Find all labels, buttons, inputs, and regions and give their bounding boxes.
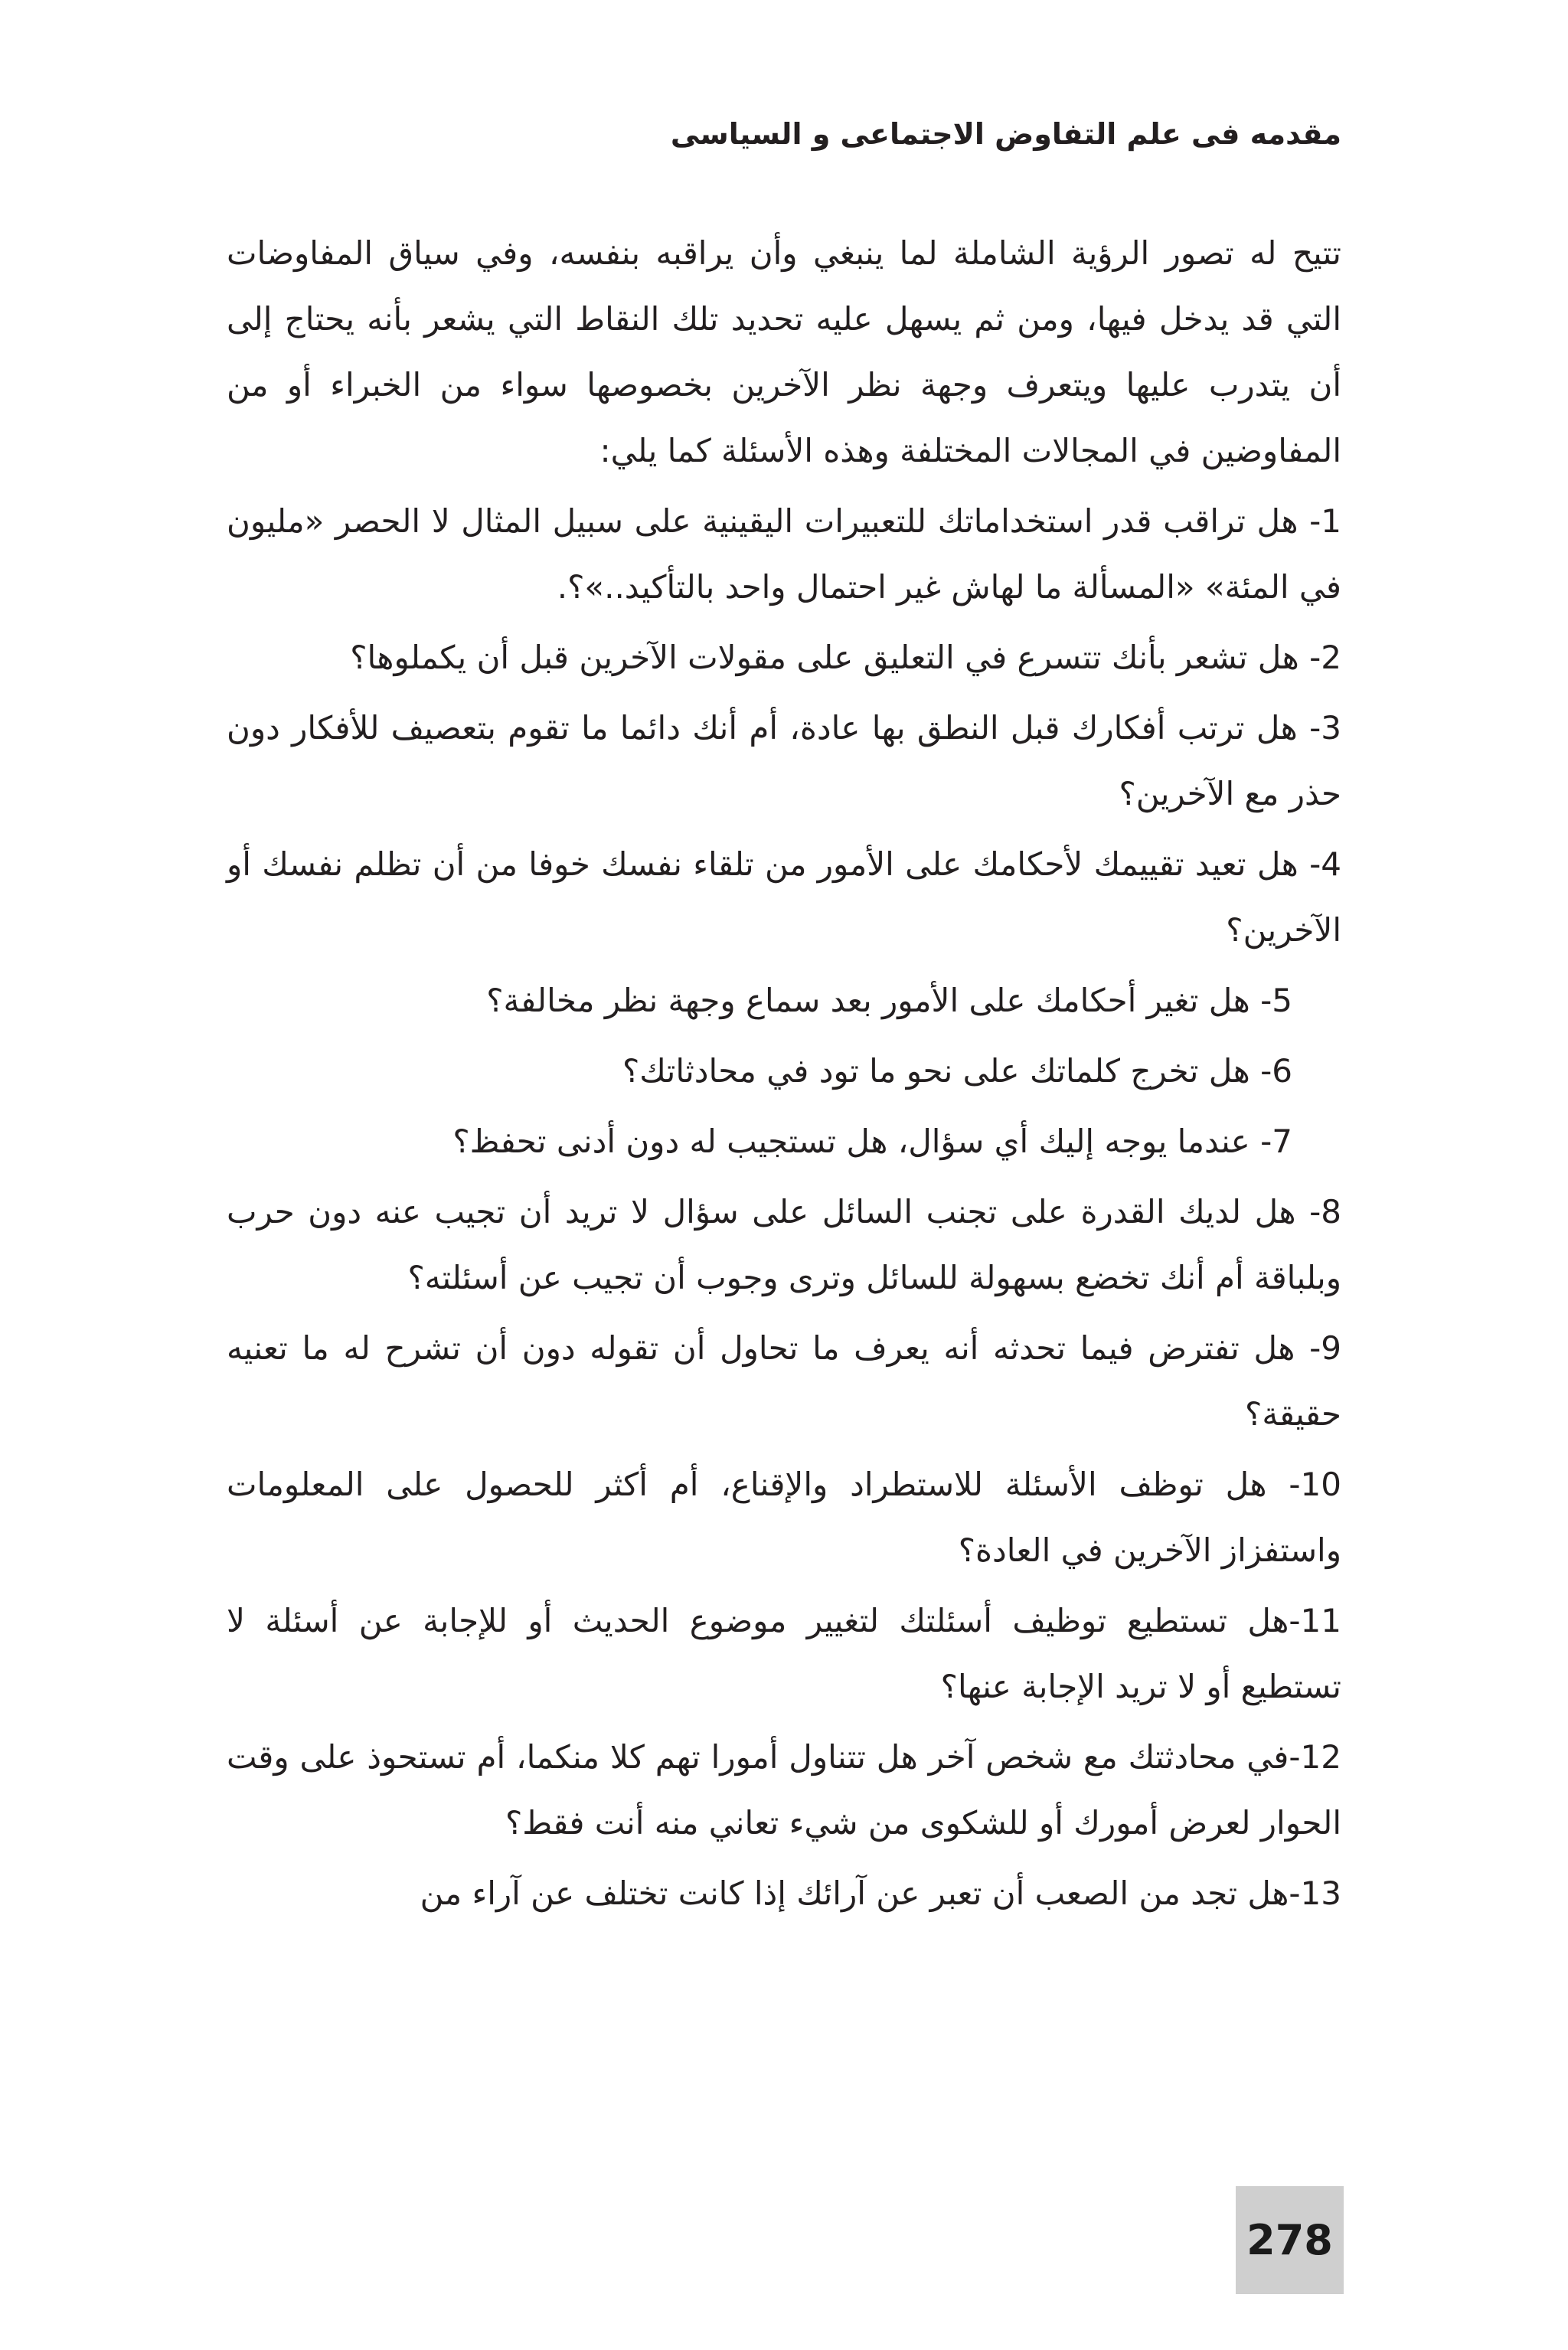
- page-number-box: [1236, 2186, 1344, 2294]
- question-12: 12-في محادثتك مع شخص آخر هل تتناول أمورا تهم كلا منكما، أم تستحوذ على وقت الحوار لعرض أمورك أو للشكوى من شيء تعاني منه أنت فقط؟: [227, 1738, 1341, 1842]
- question-11: 11-هل تستطيع توظيف أسئلتك لتغيير موضوع الحديث أو للإجابة عن أسئلة لا تستطيع أو لا تريد الإجابة عنها؟: [227, 1602, 1341, 1705]
- question-10: 10- هل توظف الأسئلة للاستطراد والإقناع، أم أكثر للحصول على المعلومات واستفزاز الآخرين في العادة؟: [227, 1466, 1341, 1569]
- question-7: 7- عندما يوجه إليك أي سؤال، هل تستجيب له دون أدنى تحفظ؟: [452, 1123, 1292, 1160]
- running-header: مقدمه فى علم التفاوض الاجتماعى و السياسى: [670, 117, 1341, 151]
- question-8: 8- هل لديك القدرة على تجنب السائل على سؤال لا تريد أن تجيب عنه دون حرب وبلباقة أم أنك تخضع بسهولة للسائل وترى وجوب أن تجيب عن أسئلته؟: [227, 1193, 1341, 1296]
- question-13: 13-هل تجد من الصعب أن تعبر عن آرائك إذا كانت تختلف عن آراء من: [420, 1874, 1341, 1912]
- intro-paragraph: تتيح له تصور الرؤية الشاملة لما ينبغي وأن يراقبه بنفسه، وفي سياق المفاوضات التي قد يدخل فيها، ومن ثم يسهل عليه تحديد تلك النقاط التي يشعر بأنه يحتاج إلى أن يتدرب عليها ويتعرف وجهة نظر الآخرين بخصوصها سواء من الخبراء أو من المفاوضين في المجالات المختلفة وهذه الأسئلة كما يلي:: [227, 234, 1341, 469]
- question-6: 6- هل تخرج كلماتك على نحو ما تود في محادثاتك؟: [622, 1052, 1292, 1090]
- body-text: [227, 221, 1341, 1931]
- page-number: 278: [1246, 2216, 1333, 2264]
- question-9: 9- هل تفترض فيما تحدثه أنه يعرف ما تحاول أن تقوله دون أن تشرح له ما تعنيه حقيقة؟: [227, 1329, 1341, 1433]
- question-1: 1- هل تراقب قدر استخداماتك للتعبيرات اليقينية على سبيل المثال لا الحصر «مليون في المئة» «المسألة ما لهاش غير احتمال واحد بالتأكيد..»؟.: [227, 502, 1341, 606]
- question-4: 4- هل تعيد تقييمك لأحكامك على الأمور من تلقاء نفسك خوفا من أن تظلم نفسك أو الآخرين؟: [227, 845, 1341, 949]
- question-3: 3- هل ترتب أفكارك قبل النطق بها عادة، أم أنك دائما ما تقوم بتعصيف للأفكار دون حذر مع الآخرين؟: [227, 709, 1341, 812]
- question-5: 5- هل تغير أحكامك على الأمور بعد سماع وجهة نظر مخالفة؟: [486, 982, 1292, 1019]
- question-2: 2- هل تشعر بأنك تتسرع في التعليق على مقولات الآخرين قبل أن يكملوها؟: [350, 639, 1341, 676]
